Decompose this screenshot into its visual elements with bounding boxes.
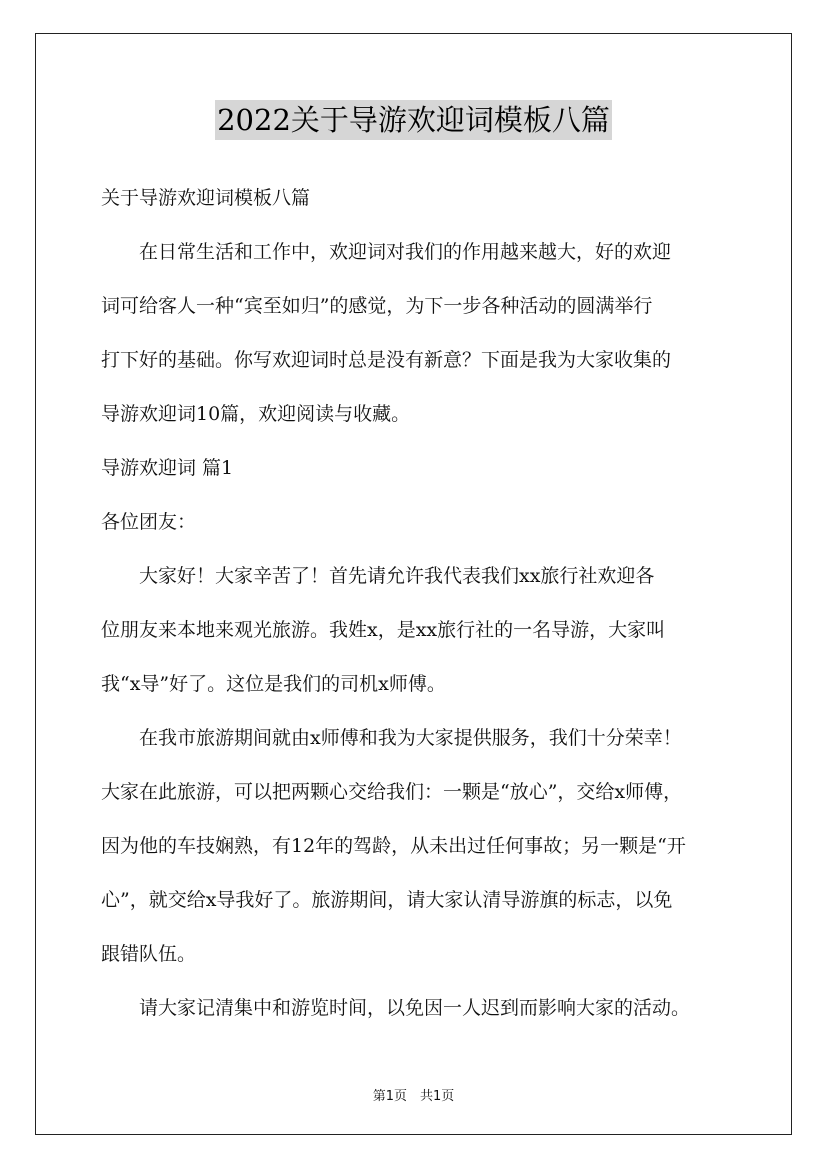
paragraph-line: 位朋友来本地来观光旅游。我姓x，是xx旅行社的一名导游，大家叫 bbox=[101, 619, 666, 641]
paragraph-line: 导游欢迎词10篇，欢迎阅读与收藏。 bbox=[101, 403, 411, 425]
paragraph-line: 心”，就交给x导我好了。旅游期间，请大家认清导游旗的标志，以免 bbox=[101, 889, 673, 911]
document-subtitle: 关于导游欢迎词模板八篇 bbox=[101, 187, 311, 209]
paragraph-line: 在日常生活和工作中，欢迎词对我们的作用越来越大，好的欢迎 bbox=[101, 241, 672, 263]
document-title: 2022关于导游欢迎词模板八篇 bbox=[215, 100, 612, 140]
paragraph-line: 我“x导”好了。这位是我们的司机x师傅。 bbox=[101, 673, 446, 695]
section-heading: 导游欢迎词 篇1 bbox=[101, 457, 234, 479]
title-container bbox=[0, 100, 827, 140]
paragraph-line: 打下好的基础。你写欢迎词时总是没有新意？下面是我为大家收集的 bbox=[101, 349, 672, 371]
paragraph-line: 在我市旅游期间就由x师傅和我为大家提供服务，我们十分荣幸！ bbox=[101, 727, 682, 749]
page-footer: 第1页 共1页 bbox=[372, 1089, 455, 1104]
paragraph-line: 请大家记清集中和游览时间，以免因一人迟到而影响大家的活动。 bbox=[101, 997, 691, 1019]
paragraph-line: 词可给客人一种“宾至如归”的感觉，为下一步各种活动的圆满举行 bbox=[101, 295, 653, 317]
paragraph-line: 跟错队伍。 bbox=[101, 943, 197, 965]
paragraph-line: 因为他的车技娴熟，有12年的驾龄，从未出过任何事故；另一颗是“开 bbox=[101, 835, 686, 857]
paragraph-line: 大家好！大家辛苦了！首先请允许我代表我们xx旅行社欢迎各 bbox=[101, 565, 655, 587]
salutation: 各位团友： bbox=[101, 511, 197, 533]
paragraph-line: 大家在此旅游，可以把两颗心交给我们：一颗是“放心”，交给x师傅， bbox=[101, 781, 683, 803]
